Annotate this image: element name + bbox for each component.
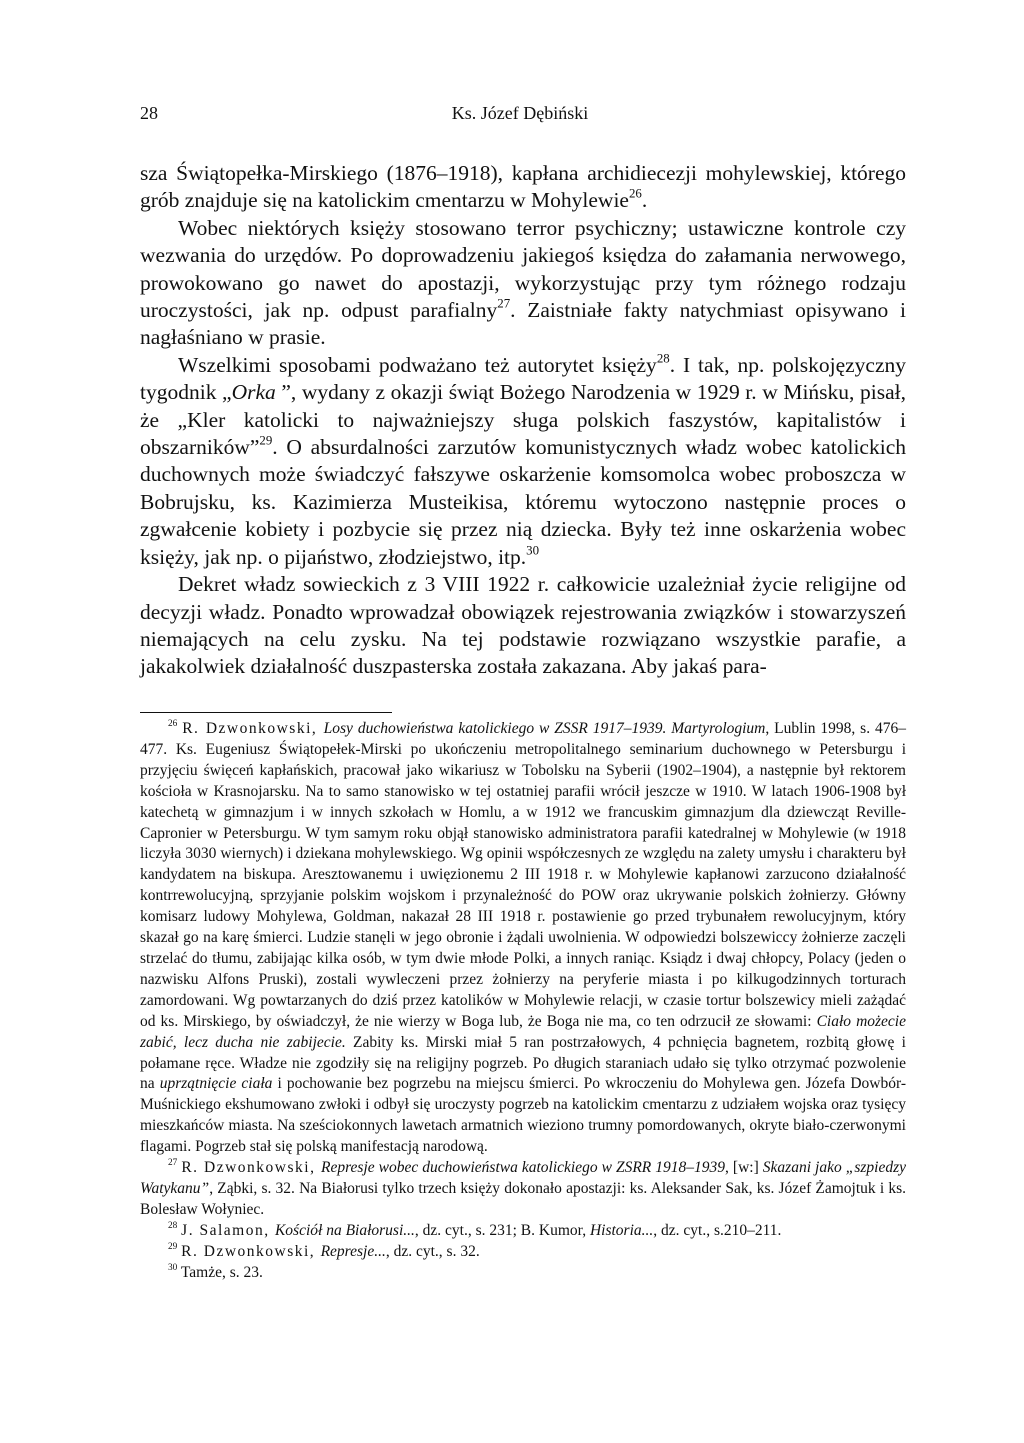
footnote-number: 29 [168,1241,178,1252]
footnote-title: Skazani jako „szpiedzy Watykanu” [140,1159,906,1197]
footnote-author: R. Dzwonkowski, [181,1242,321,1260]
footnote-title: Represje wobec duchowieństwa katolickiego w ZSRR 1918–1939 [320,1159,726,1177]
footnote-30 [140,1263,906,1284]
footnote-author: R. Dzwonkowski, [181,1159,321,1177]
paragraph [140,352,906,571]
footnote-ref: 26 [628,186,642,201]
footnote-text: , [w:] [725,1159,763,1177]
page-number: 28 [140,103,158,123]
footnote-italic: uprzątnięcie ciała [159,1075,273,1093]
footnote-ref: 29 [259,433,273,448]
text-run: . O absurdalności zarzutów komunistycznych władz wobec katolickich duchownych może świadczyć fałszywe oskarżenie komsomolca wobec proboszcza w Bobrujsku, ks. Kazimierza Musteikisa, któremu wytoczono następnie proces o zgwałcenie kobiety i pozbycie się przez nią dziecka. Były też inne oskarżenia wobec księży, jak np. o pijaństwo, złodziejstwo, itp. [140,435,906,569]
footnote-author: R. Dzwonkowski, [182,720,324,737]
footnote-text: , dz. cyt., s.210–211. [653,1221,782,1239]
footnote-text: Zabity ks. Mirski miał 5 ran postrzałowych, 4 pchnięcia bagnetem, rozbitą głowę i połamane ręce. Władze nie zgodziły się na religijny pogrzeb. Po długich staraniach udało się tylko otrzymać pozwolenie na [140,1033,906,1093]
footnote-title: Kościół na Białorusi... [274,1221,415,1239]
footnote-text: , Lublin 1998, s. 476–477. Ks. Eugeniusz Świątopełek-Mirski po ukończeniu metropolitalnego seminarium duchownego w Petersburgu i przyjęciu święceń kapłańskich, pracował jako wikariusz w Tobolsku na Syberii (1902–1904), a następnie był rektorem kościoła w Krasnojarsku. Na to samo stanowisko w tej ostatniej parafii wrócił jeszcze w 1910. W latach 1906-1908 był katechetą w gimnazjum i w innych szkołach w Homlu, a w 1912 we francuskim gimnazjum dla dziewcząt Reville-Capronier w Petersburgu. W tym samym roku objął stanowisko administratora parafii katedralnej w Mohylewie (w 1918 liczyła 3030 wiernych) i dziekana mohylewskiego. Wg opinii współczesnych ze względu na zalety umysłu i charakteru był kandydatem na biskupa. Aresztowanemu i uwięzionemu 2 III 1918 r. w Mohylewie kapłanowi zarzucono działalność kontrrewolucyjną, sprzyjanie polskim wojskom i przynależność do POW oraz ukrywanie polskich żołnierzy. Główny komisarz ludowy Mohylewa, Goldman, nakazał 28 III 1918 r. postawienie go przed trybunałem rewolucyjnym, który skazał go na karę śmierci. Ludzie stanęli w jego obronie i żądali uwolnienia. W odpowiedzi bolszewiccy żołnierze zaczęli strzelać do tłumu, zabijając kilka osób, w tym dwie młode Polki, a innych raniąc. Ksiądz i dwaj chłopcy, Polacy (jeden o nazwisku Alfons Pruski), zostali wywleczeni przez żołnierzy na peryferie miasta i po kilkugodzinnych torturach zamordowani. Wg powtarzanych do dziś przez katolików w Mohylewie relacji, w czasie tortur bolszewicy mieli zażądać od ks. Mirskiego, by oświadczył, że nie wierzy w Boga lub, że Boga nie ma, co ten odrzucił ze słowami: [140,720,906,1030]
italic-title: Orka [231,380,276,405]
text-run: . [641,188,648,213]
text-run: Wszelkimi sposobami podważano też autorytet księży [178,352,657,377]
footnote-title: Represje... [320,1242,386,1260]
footnote-text: , Ząbki, s. 32. Na Białorusi tylko trzech księży dokonało apostazji: ks. Aleksander Sak, ks. Józef Żamojtuk i ks. Bolesław Wołyniec. [140,1179,906,1218]
footnote-28 [140,1221,906,1242]
running-head: Ks. Józef Dębiński [451,103,589,123]
paragraph [140,571,906,681]
text-run: . I tak, np. polskojęzyczny tygodnik „ [140,352,906,405]
footnote-text: , dz. cyt., s. 32. [385,1242,480,1260]
footnote-title: Losy duchowieństwa katolickiego w ZSSR 1917–1939. Martyrologium [323,720,766,737]
footnote-29 [140,1242,906,1263]
footnote-ref: 28 [656,351,670,366]
footnote-26 [140,719,906,1158]
text-run: ”, wydany z okazji świąt Bożego Narodzenia w 1929 r. w Mińsku, pisał, że „Kler katolicki to najważniejszy sługa polskich faszystów, kapitalistów i obszarników” [140,380,906,460]
footnote-27 [140,1158,906,1221]
page-header [140,103,900,129]
paragraph [140,215,906,352]
footnote-number: 27 [168,1158,178,1169]
paragraph [140,160,906,215]
text-run: Dekret władz sowieckich z 3 VIII 1922 r. całkowicie uzależniał życie religijne od decyzji władz. Ponadto wprowadzał obowiązek rejestrowania związków i stowarzyszeń niemających na celu zysku. Na tej podstawie rozwiązano wszystkie parafie, a jakakolwiek działalność duszpasterska została zakazana. Aby jakaś para- [140,572,906,679]
footnote-number: 30 [168,1262,178,1273]
footnote-title: Historia... [589,1221,654,1239]
footnote-text: , dz. cyt., s. 231; B. Kumor, [414,1221,590,1239]
footnote-text: Tamże, s. 23. [180,1263,263,1281]
main-text [140,160,906,681]
text-run: . Zaistniałe fakty natychmiast opisywano i nagłaśniano w prasie. [140,298,906,350]
footnote-separator [140,712,392,713]
text-run: sza Świątopełka-Mirskiego (1876–1918), kapłana archidiecezji mohylewskiej, którego grób znajduje się na katolickim cmentarzu w Mohylewie [140,161,906,213]
footnote-ref: 30 [526,543,540,558]
footnote-number: 26 [168,719,178,730]
footnotes [140,719,906,1283]
footnote-number: 28 [168,1220,178,1231]
footnote-ref: 27 [497,296,511,311]
footnote-italic: Ciało możecie zabić, lecz ducha nie zabijecie. [140,1012,906,1051]
footnote-author: J. Salamon, [181,1221,275,1239]
text-run: Wobec niektórych księży stosowano terror psychiczny; ustawiczne kontrole czy wezwania do urzędów. Po doprowadzeniu jakiegoś księdza do załamania nerwowego, prowokowano go nawet do apostazji, wykorzystując przy tym różnego rodzaju uroczystości, jak np. odpust parafialny [140,215,906,323]
footnote-text: i pochowanie bez pogrzebu na miejscu śmierci. Po wkroczeniu do Mohylewa gen. Józefa Dowbór-Muśnickiego ekshumowano zwłoki i odbył się uroczysty pogrzeb na katolickim cmentarzu z udziałem wojska oraz tysięcy mieszkańców miasta. Na sześciokonnych lawetach armatnich wieziono trumny pomordowanych, okryte biało-czerwonymi flagami. Pogrzeb stał się polską manifestacją narodową. [140,1075,906,1156]
